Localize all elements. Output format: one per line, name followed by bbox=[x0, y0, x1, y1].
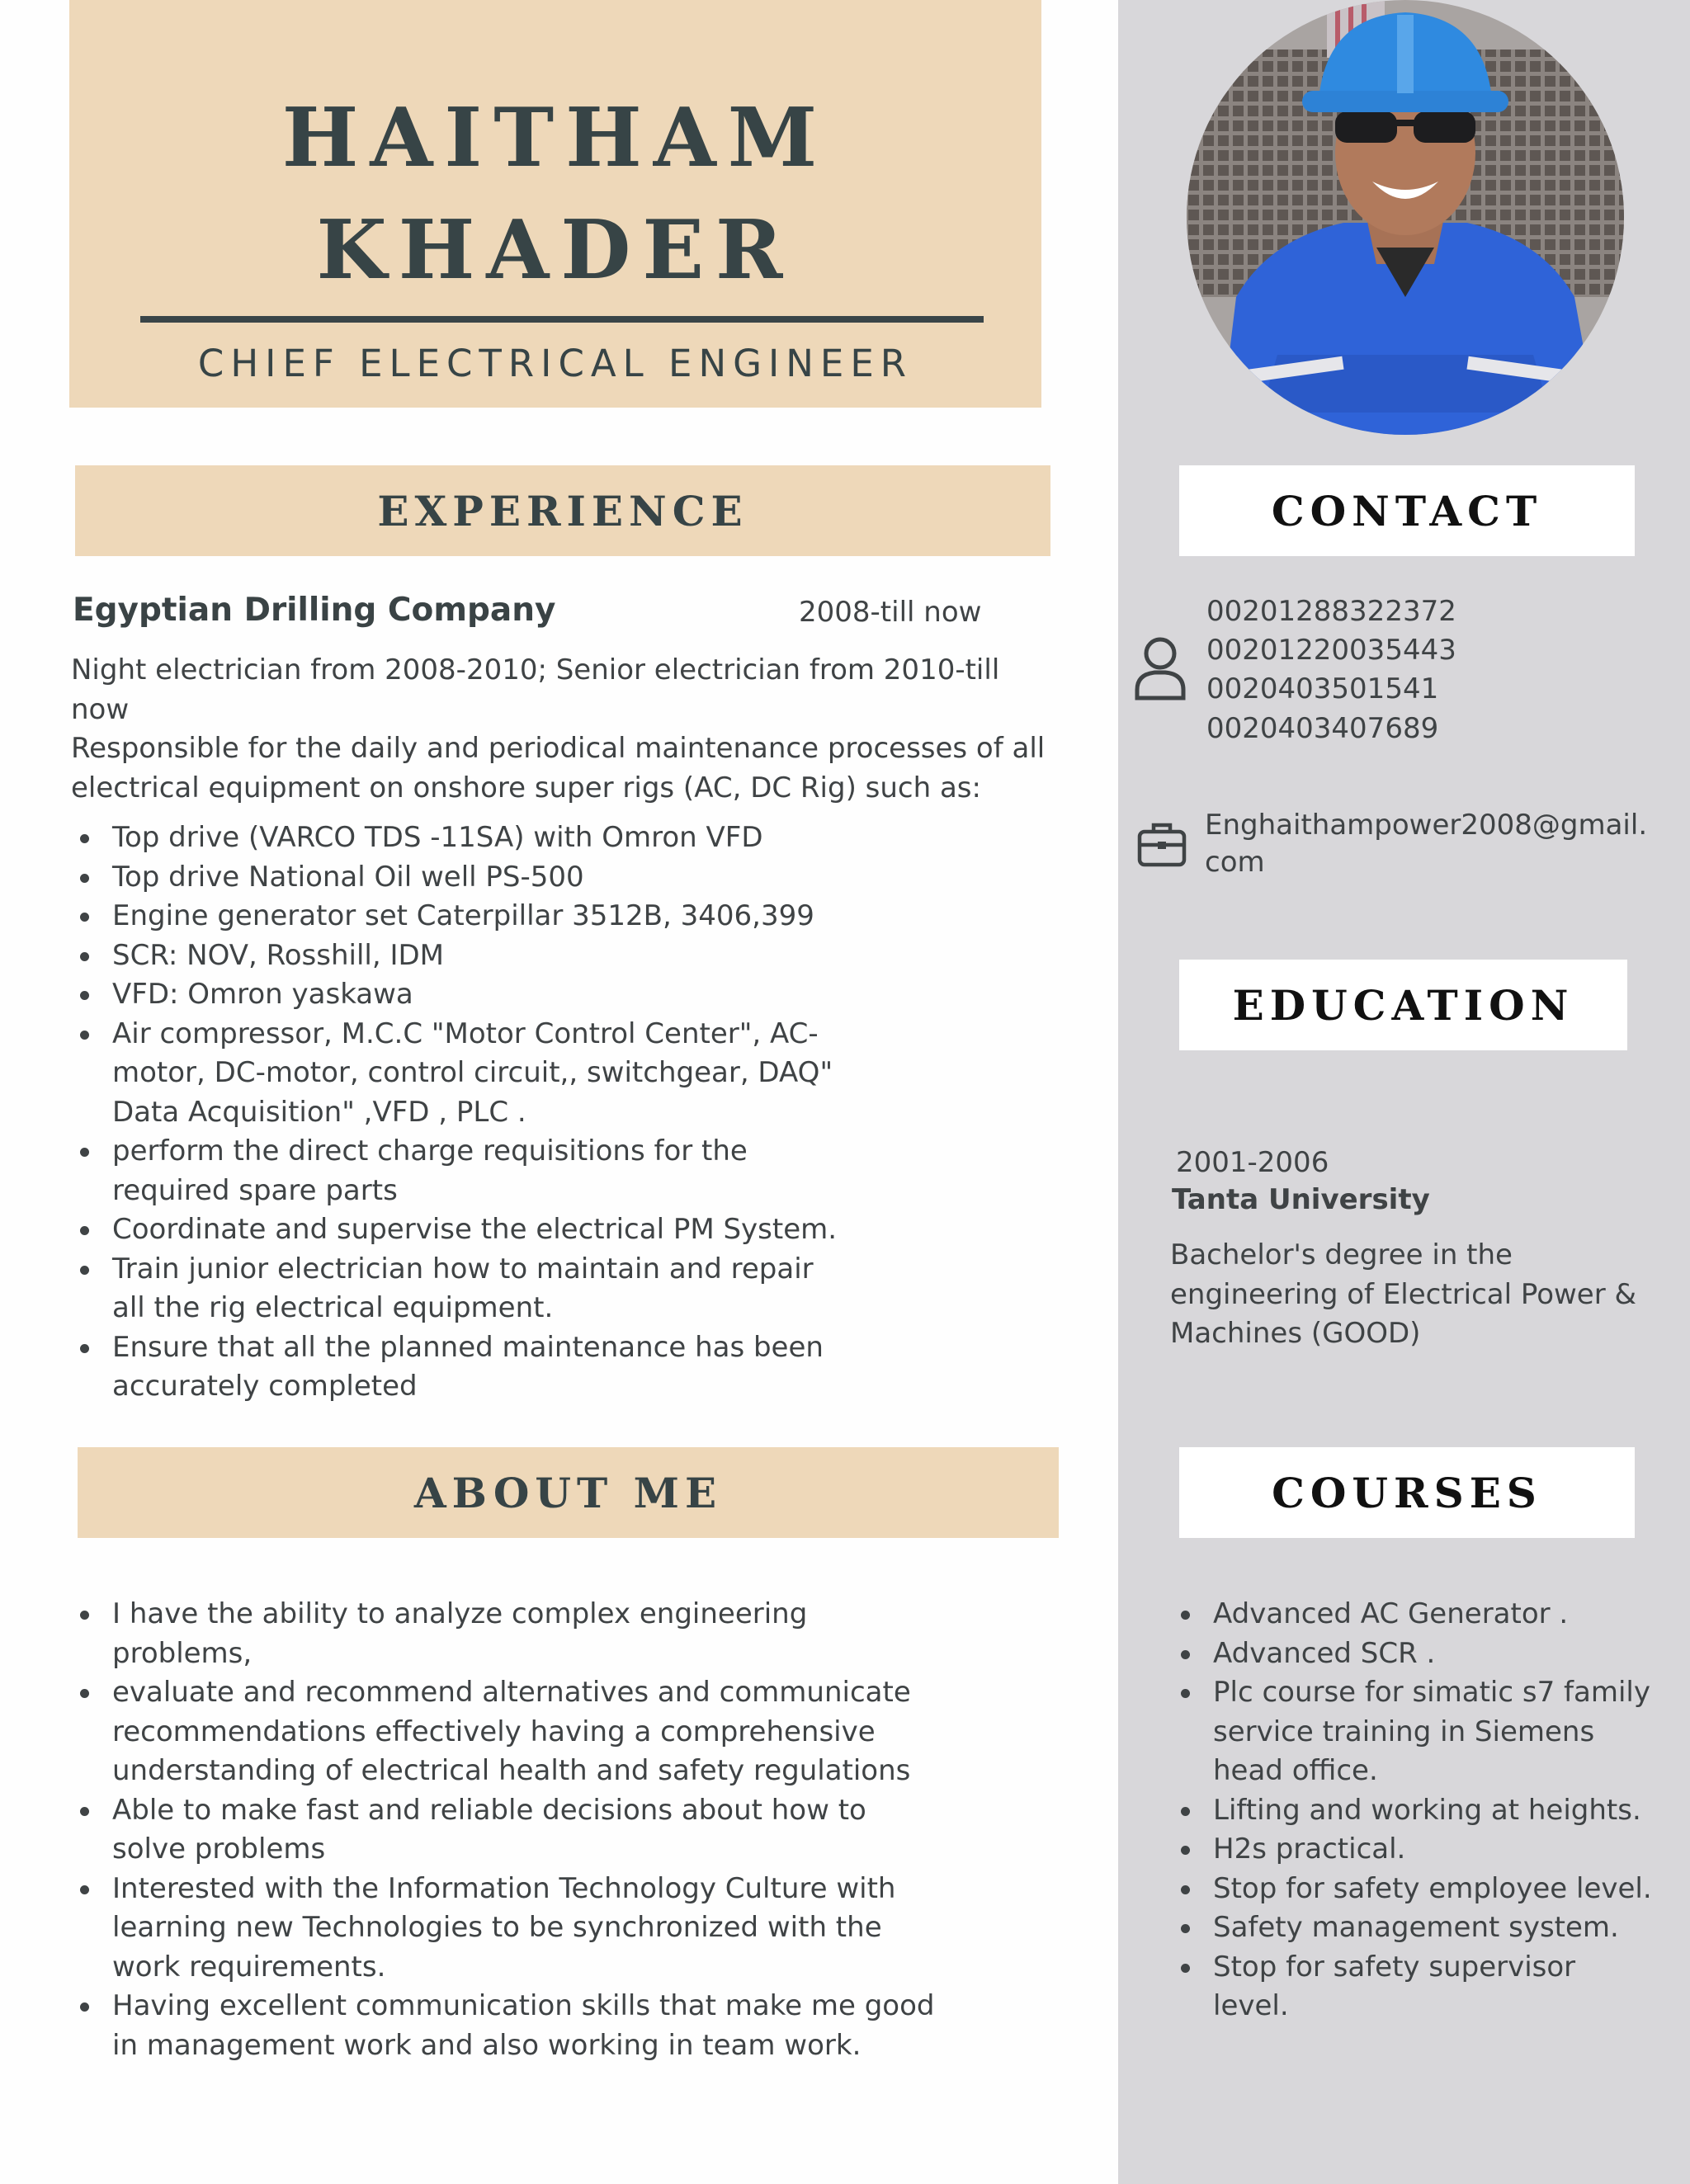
list-item: Stop for safety employee level. bbox=[1172, 1870, 1659, 1909]
about-list bbox=[71, 1595, 946, 2065]
list-item: Having excellent communication skills that make me good in management work and also working in team work. bbox=[71, 1987, 946, 2065]
experience-list bbox=[71, 818, 838, 1407]
list-item: Lifting and working at heights. bbox=[1172, 1791, 1659, 1831]
last-name: KHADER bbox=[316, 203, 795, 298]
list-item: Top drive National Oil well PS-500 bbox=[71, 858, 838, 898]
experience-roles: Night electrician from 2008-2010; Senior electrician from 2010-till now bbox=[71, 653, 1000, 726]
list-item: Stop for safety supervisor level. bbox=[1172, 1948, 1659, 2026]
profile-photo bbox=[1187, 0, 1624, 435]
list-item: Able to make fast and reliable decisions about how to solve problems bbox=[71, 1791, 946, 1870]
first-name: HAITHAM bbox=[281, 91, 829, 186]
list-item: Top drive (VARCO TDS -11SA) with Omron VFD bbox=[71, 818, 838, 858]
list-item: Plc course for simatic s7 family service training in Siemens head office. bbox=[1172, 1673, 1659, 1791]
education-period: 2001-2006 bbox=[1176, 1146, 1329, 1179]
briefcase-icon bbox=[1137, 820, 1187, 871]
list-item: Advanced SCR . bbox=[1172, 1634, 1659, 1674]
courses-heading: COURSES bbox=[1179, 1447, 1635, 1538]
company-name: Egyptian Drilling Company bbox=[73, 592, 556, 629]
email-line-1: Enghaithampower2008@gmail. bbox=[1205, 809, 1648, 842]
job-title: CHIEF ELECTRICAL ENGINEER bbox=[197, 342, 913, 385]
experience-summary: Responsible for the daily and periodical maintenance processes of all electrical equipment on onshore super rigs (AC, DC Rig) such as: bbox=[71, 732, 1046, 804]
education-heading: EDUCATION bbox=[1179, 960, 1627, 1050]
person-icon bbox=[1132, 635, 1188, 705]
list-item: evaluate and recommend alternatives and communicate recommendations effectively having a comprehensive understanding of electrical health and safety regulations bbox=[71, 1673, 946, 1791]
name-divider bbox=[140, 316, 984, 323]
email-line-2: com bbox=[1205, 846, 1265, 879]
company-period: 2008-till now bbox=[799, 596, 982, 629]
list-item: Advanced AC Generator . bbox=[1172, 1595, 1659, 1634]
list-item: Interested with the Information Technology Culture with learning new Technologies to be synchronized with the work requirements. bbox=[71, 1870, 946, 1988]
list-item: perform the direct charge requisitions for the required spare parts bbox=[71, 1132, 838, 1210]
experience-heading: EXPERIENCE bbox=[75, 465, 1050, 556]
phone-number: 00201220035443 bbox=[1206, 634, 1456, 667]
list-item: Safety management system. bbox=[1172, 1908, 1659, 1948]
list-item: I have the ability to analyze complex engineering problems, bbox=[71, 1595, 946, 1673]
name-header bbox=[69, 0, 1041, 408]
contact-heading: CONTACT bbox=[1179, 465, 1635, 556]
list-item: SCR: NOV, Rosshill, IDM bbox=[71, 936, 838, 976]
list-item: Train junior electrician how to maintain and repair all the rig electrical equipment. bbox=[71, 1250, 838, 1328]
courses-list bbox=[1172, 1595, 1659, 2026]
phone-number: 00201288322372 bbox=[1206, 595, 1456, 628]
list-item: VFD: Omron yaskawa bbox=[71, 975, 838, 1015]
phone-number: 0020403407689 bbox=[1206, 712, 1439, 745]
list-item: Coordinate and supervise the electrical PM System. bbox=[71, 1210, 838, 1250]
about-heading: ABOUT ME bbox=[78, 1447, 1059, 1538]
list-item: H2s practical. bbox=[1172, 1830, 1659, 1870]
school-name: Tanta University bbox=[1172, 1183, 1430, 1216]
list-item: Engine generator set Caterpillar 3512B, 3406,399 bbox=[71, 897, 838, 936]
phone-number: 0020403501541 bbox=[1206, 672, 1439, 705]
degree: Bachelor's degree in the engineering of Electrical Power & Machines (GOOD) bbox=[1170, 1238, 1637, 1350]
list-item: Air compressor, M.C.C "Motor Control Center", AC-motor, DC-motor, control circuit,, switchgear, DAQ" Data Acquisition" ,VFD , PLC . bbox=[71, 1015, 838, 1133]
list-item: Ensure that all the planned maintenance has been accurately completed bbox=[71, 1328, 838, 1407]
